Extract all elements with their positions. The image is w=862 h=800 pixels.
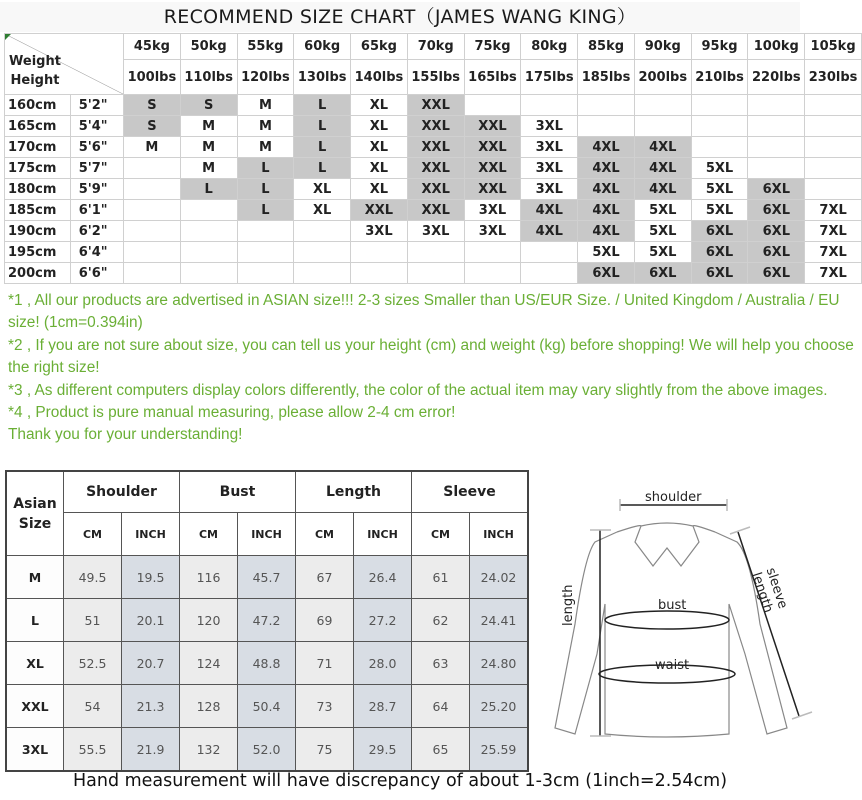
size-cell: 5XL <box>634 221 691 242</box>
size-cell: 4XL <box>521 221 578 242</box>
size-cell: 4XL <box>578 221 635 242</box>
inch-value: 21.9 <box>122 728 180 772</box>
size-cell <box>691 137 748 158</box>
size-cell: XXL <box>464 116 521 137</box>
weight-lbs-header: 140lbs <box>351 60 408 95</box>
notes-section <box>8 290 856 447</box>
inch-value: 47.2 <box>238 599 296 642</box>
cm-value: 124 <box>180 642 238 685</box>
size-chart-row <box>5 95 862 116</box>
size-cell: XXL <box>464 158 521 179</box>
height-cm: 175cm <box>5 158 71 179</box>
weight-lbs-header: 120lbs <box>237 60 294 95</box>
size-cell: XXL <box>464 137 521 158</box>
weight-kg-header: 55kg <box>237 34 294 60</box>
unit-inch: INCH <box>122 513 180 556</box>
size-cell <box>634 116 691 137</box>
size-cell: 6XL <box>748 263 805 284</box>
size-cell <box>521 242 578 263</box>
size-cell: L <box>237 200 294 221</box>
size-cell: 3XL <box>407 221 464 242</box>
inch-value: 45.7 <box>238 556 296 599</box>
size-cell: 4XL <box>578 200 635 221</box>
size-cell: M <box>180 137 237 158</box>
size-chart-row <box>5 221 862 242</box>
size-cell: 3XL <box>464 221 521 242</box>
cm-value: 65 <box>412 728 470 772</box>
cm-value: 71 <box>296 642 354 685</box>
measurement-group-header <box>6 471 528 513</box>
size-cell <box>351 242 408 263</box>
note-3: *3 , As different computers display colors differently, the color of the actual item may vary slightly from the above images. <box>8 381 828 399</box>
page-title: RECOMMEND SIZE CHART（JAMES WANG KING） <box>0 2 800 32</box>
inch-value: 50.4 <box>238 685 296 728</box>
size-label: XL <box>6 642 64 685</box>
size-label: L <box>6 599 64 642</box>
size-cell <box>237 221 294 242</box>
inch-value: 25.59 <box>470 728 529 772</box>
size-cell: M <box>237 116 294 137</box>
cm-value: 62 <box>412 599 470 642</box>
unit-cm: CM <box>412 513 470 556</box>
height-ft: 6'4" <box>70 242 123 263</box>
garment-measurement-diagram <box>545 484 833 752</box>
measurement-row <box>6 556 528 599</box>
length-label: length <box>561 584 576 626</box>
size-cell: 5XL <box>634 200 691 221</box>
unit-inch: INCH <box>238 513 296 556</box>
size-cell <box>180 221 237 242</box>
weight-axis-label: Weight <box>9 54 61 69</box>
size-label: 3XL <box>6 728 64 772</box>
size-cell: 3XL <box>464 200 521 221</box>
weight-lbs-header: 220lbs <box>748 60 805 95</box>
cm-value: 132 <box>180 728 238 772</box>
size-cell: 4XL <box>578 137 635 158</box>
height-ft: 6'2" <box>70 221 123 242</box>
size-cell <box>124 200 181 221</box>
shoulder-label: shoulder <box>645 490 702 505</box>
size-chart-row <box>5 179 862 200</box>
size-cell: 5XL <box>578 242 635 263</box>
size-cell: L <box>294 116 351 137</box>
size-cell <box>521 263 578 284</box>
size-cell: XXL <box>464 179 521 200</box>
weight-lbs-header: 155lbs <box>407 60 464 95</box>
unit-cm: CM <box>180 513 238 556</box>
size-cell: 6XL <box>748 242 805 263</box>
inch-value: 19.5 <box>122 556 180 599</box>
cm-value: 55.5 <box>64 728 122 772</box>
size-cell <box>180 263 237 284</box>
waist-label: waist <box>655 658 690 673</box>
weight-kg-row <box>5 34 862 60</box>
size-cell <box>180 200 237 221</box>
size-cell <box>748 116 805 137</box>
bust-header: Bust <box>180 471 296 513</box>
height-ft: 5'2" <box>70 95 123 116</box>
size-cell <box>805 179 862 200</box>
inch-value: 24.41 <box>470 599 529 642</box>
inch-value: 48.8 <box>238 642 296 685</box>
cm-value: 120 <box>180 599 238 642</box>
inch-value: 29.5 <box>354 728 412 772</box>
size-cell: 4XL <box>634 137 691 158</box>
inch-value: 27.2 <box>354 599 412 642</box>
size-cell: XXL <box>407 116 464 137</box>
size-cell: XXL <box>407 179 464 200</box>
weight-kg-header: 90kg <box>634 34 691 60</box>
cm-value: 116 <box>180 556 238 599</box>
shoulder-header: Shoulder <box>64 471 180 513</box>
height-ft: 5'7" <box>70 158 123 179</box>
height-cm: 185cm <box>5 200 71 221</box>
weight-kg-header: 105kg <box>805 34 862 60</box>
size-cell <box>521 95 578 116</box>
size-cell: S <box>124 95 181 116</box>
size-cell <box>124 263 181 284</box>
size-cell <box>294 242 351 263</box>
size-cell <box>237 242 294 263</box>
height-ft: 5'4" <box>70 116 123 137</box>
size-cell: L <box>294 95 351 116</box>
size-cell <box>691 95 748 116</box>
size-cell <box>180 242 237 263</box>
height-ft: 6'6" <box>70 263 123 284</box>
weight-lbs-header: 230lbs <box>805 60 862 95</box>
size-label: M <box>6 556 64 599</box>
size-cell <box>124 242 181 263</box>
measurement-table <box>5 470 529 772</box>
size-cell: XL <box>351 137 408 158</box>
height-cm: 165cm <box>5 116 71 137</box>
size-cell: 6XL <box>578 263 635 284</box>
height-ft: 5'6" <box>70 137 123 158</box>
size-cell: 5XL <box>691 158 748 179</box>
size-cell: 7XL <box>805 221 862 242</box>
size-chart-row <box>5 158 862 179</box>
size-chart-row <box>5 200 862 221</box>
size-cell: 6XL <box>691 242 748 263</box>
inch-value: 26.4 <box>354 556 412 599</box>
unit-cm: CM <box>296 513 354 556</box>
size-cell: L <box>294 158 351 179</box>
cm-value: 75 <box>296 728 354 772</box>
size-cell: 7XL <box>805 242 862 263</box>
weight-lbs-header: 100lbs <box>124 60 181 95</box>
size-cell: 5XL <box>691 179 748 200</box>
inch-value: 25.20 <box>470 685 529 728</box>
weight-lbs-header: 175lbs <box>521 60 578 95</box>
weight-kg-header: 95kg <box>691 34 748 60</box>
asian-size-header: Asian Size <box>6 471 64 556</box>
weight-kg-header: 85kg <box>578 34 635 60</box>
size-cell: 3XL <box>521 158 578 179</box>
size-cell: 6XL <box>748 221 805 242</box>
weight-lbs-header: 165lbs <box>464 60 521 95</box>
size-cell: M <box>180 158 237 179</box>
weight-lbs-row <box>5 60 862 95</box>
weight-lbs-header: 200lbs <box>634 60 691 95</box>
size-cell: 7XL <box>805 200 862 221</box>
size-cell: XL <box>351 158 408 179</box>
size-cell <box>634 95 691 116</box>
corner-marker-icon <box>5 34 11 40</box>
size-cell: M <box>180 116 237 137</box>
corner-header <box>5 34 124 95</box>
cm-value: 54 <box>64 685 122 728</box>
length-header: Length <box>296 471 412 513</box>
height-cm: 180cm <box>5 179 71 200</box>
cm-value: 64 <box>412 685 470 728</box>
size-chart-row <box>5 116 862 137</box>
weight-lbs-header: 185lbs <box>578 60 635 95</box>
size-cell: 3XL <box>521 137 578 158</box>
size-cell <box>351 263 408 284</box>
inch-value: 20.7 <box>122 642 180 685</box>
weight-lbs-header: 110lbs <box>180 60 237 95</box>
size-cell: M <box>237 137 294 158</box>
measurement-row <box>6 685 528 728</box>
note-1: *1 , All our products are advertised in ASIAN size!!! 2-3 sizes Smaller than US/EUR Size. / United Kingdom / Australia / EU size! (1cm=0.394in) <box>8 292 840 332</box>
height-cm: 200cm <box>5 263 71 284</box>
unit-inch: INCH <box>354 513 412 556</box>
size-cell: XL <box>294 179 351 200</box>
height-ft: 6'1" <box>70 200 123 221</box>
size-cell <box>805 137 862 158</box>
footer-disclaimer: Hand measurement will have discrepancy of about 1-3cm (1inch=2.54cm) <box>72 771 728 791</box>
size-cell: XXL <box>351 200 408 221</box>
size-cell: 6XL <box>748 200 805 221</box>
size-cell: L <box>294 137 351 158</box>
height-cm: 170cm <box>5 137 71 158</box>
height-cm: 160cm <box>5 95 71 116</box>
unit-inch: INCH <box>470 513 529 556</box>
unit-cm: CM <box>64 513 122 556</box>
inch-value: 28.7 <box>354 685 412 728</box>
height-axis-label: Height <box>10 73 60 88</box>
height-cm: 190cm <box>5 221 71 242</box>
size-cell <box>464 242 521 263</box>
size-cell: L <box>237 158 294 179</box>
cm-value: 61 <box>412 556 470 599</box>
weight-kg-header: 60kg <box>294 34 351 60</box>
size-cell: 4XL <box>634 158 691 179</box>
size-cell <box>578 95 635 116</box>
size-cell: XXL <box>407 200 464 221</box>
size-cell <box>124 221 181 242</box>
size-cell: XXL <box>407 95 464 116</box>
size-cell: 3XL <box>351 221 408 242</box>
size-cell: S <box>124 116 181 137</box>
inch-value: 24.02 <box>470 556 529 599</box>
size-cell: XL <box>351 95 408 116</box>
weight-kg-header: 75kg <box>464 34 521 60</box>
size-cell: XL <box>351 179 408 200</box>
size-cell: XXL <box>407 137 464 158</box>
size-cell: 5XL <box>634 242 691 263</box>
height-ft: 5'9" <box>70 179 123 200</box>
size-cell <box>464 95 521 116</box>
note-2: *2 , If you are not sure about size, you can tell us your height (cm) and weight (kg) before shopping! We will help you choose the right size! <box>8 336 854 377</box>
size-chart-row <box>5 242 862 263</box>
note-4: *4 , Product is pure manual measuring, please allow 2-4 cm error! <box>8 404 456 422</box>
size-cell <box>294 221 351 242</box>
size-cell <box>578 116 635 137</box>
size-cell <box>748 95 805 116</box>
size-cell: 3XL <box>521 116 578 137</box>
weight-kg-header: 50kg <box>180 34 237 60</box>
size-cell <box>407 263 464 284</box>
size-cell: S <box>180 95 237 116</box>
size-cell: 4XL <box>578 158 635 179</box>
size-cell: 6XL <box>691 263 748 284</box>
weight-kg-header: 65kg <box>351 34 408 60</box>
cm-value: 63 <box>412 642 470 685</box>
size-cell: M <box>124 137 181 158</box>
size-cell <box>294 263 351 284</box>
size-cell <box>124 179 181 200</box>
size-cell <box>464 263 521 284</box>
size-cell <box>748 158 805 179</box>
measurement-row <box>6 642 528 685</box>
cm-value: 51 <box>64 599 122 642</box>
cm-value: 128 <box>180 685 238 728</box>
inch-value: 21.3 <box>122 685 180 728</box>
recommend-size-chart <box>4 33 862 284</box>
inch-value: 52.0 <box>238 728 296 772</box>
weight-kg-header: 100kg <box>748 34 805 60</box>
measurement-row <box>6 599 528 642</box>
size-cell <box>237 263 294 284</box>
cm-value: 49.5 <box>64 556 122 599</box>
inch-value: 24.80 <box>470 642 529 685</box>
note-thanks: Thank you for your understanding! <box>8 426 243 444</box>
size-cell: 4XL <box>521 200 578 221</box>
sleeve-length-label: sleeve length <box>748 566 791 615</box>
size-chart-row <box>5 137 862 158</box>
inch-value: 28.0 <box>354 642 412 685</box>
size-cell: 6XL <box>691 221 748 242</box>
size-cell: 5XL <box>691 200 748 221</box>
cm-value: 67 <box>296 556 354 599</box>
size-label: XXL <box>6 685 64 728</box>
inch-value: 20.1 <box>122 599 180 642</box>
measurement-row <box>6 728 528 772</box>
weight-lbs-header: 210lbs <box>691 60 748 95</box>
height-cm: 195cm <box>5 242 71 263</box>
size-cell: 4XL <box>634 179 691 200</box>
size-cell: 6XL <box>748 179 805 200</box>
cm-value: 73 <box>296 685 354 728</box>
size-cell <box>691 116 748 137</box>
size-cell <box>748 137 805 158</box>
size-cell: 6XL <box>634 263 691 284</box>
bust-label: bust <box>658 598 687 613</box>
sleeve-header: Sleeve <box>412 471 529 513</box>
size-cell: XXL <box>407 158 464 179</box>
size-cell: L <box>237 179 294 200</box>
size-cell <box>805 116 862 137</box>
size-cell <box>805 158 862 179</box>
weight-kg-header: 80kg <box>521 34 578 60</box>
cm-value: 52.5 <box>64 642 122 685</box>
size-chart-row <box>5 263 862 284</box>
weight-kg-header: 70kg <box>407 34 464 60</box>
measurement-unit-header <box>6 513 528 556</box>
cm-value: 69 <box>296 599 354 642</box>
size-cell <box>805 95 862 116</box>
weight-kg-header: 45kg <box>124 34 181 60</box>
size-cell <box>124 158 181 179</box>
size-cell: M <box>237 95 294 116</box>
size-cell: 4XL <box>578 179 635 200</box>
size-cell: 7XL <box>805 263 862 284</box>
weight-lbs-header: 130lbs <box>294 60 351 95</box>
size-cell: XL <box>351 116 408 137</box>
size-cell: 3XL <box>521 179 578 200</box>
size-cell <box>407 242 464 263</box>
size-cell: L <box>180 179 237 200</box>
size-cell: XL <box>294 200 351 221</box>
